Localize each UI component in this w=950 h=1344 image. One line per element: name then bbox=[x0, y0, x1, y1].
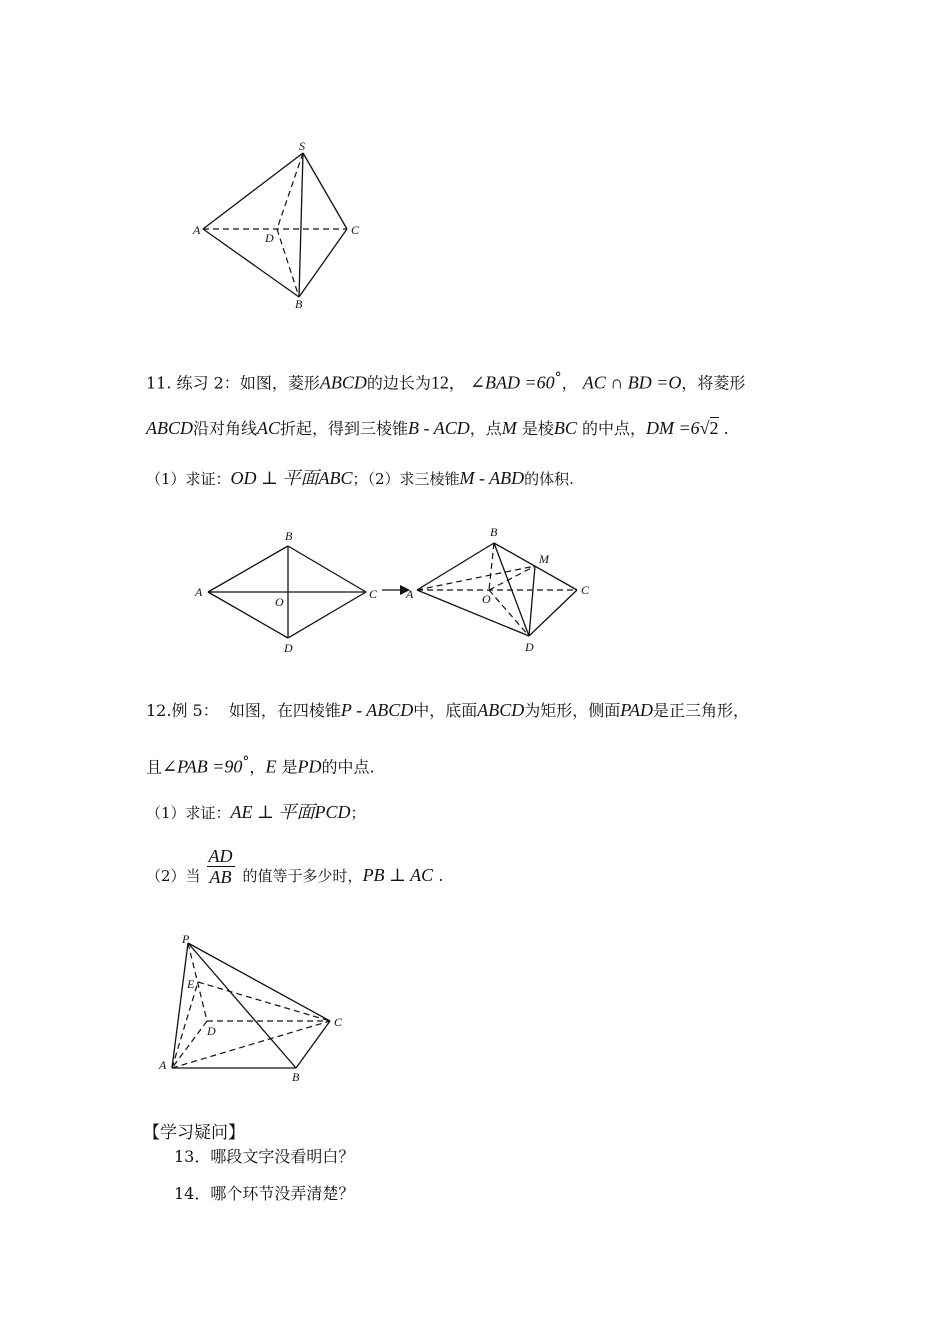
math: AC ∩ BD =O bbox=[582, 372, 682, 393]
text: . bbox=[723, 419, 729, 438]
math: PB ⊥ AC bbox=[362, 865, 434, 885]
math: AC bbox=[257, 418, 281, 438]
text: ，将菱形 bbox=[681, 373, 746, 393]
fraction bbox=[207, 846, 235, 887]
q12-number: 12.例 5： bbox=[146, 701, 219, 720]
label-a: A bbox=[193, 223, 201, 237]
text: ， bbox=[561, 373, 578, 393]
label-d: D bbox=[265, 231, 274, 245]
math: ∠PAB =90 bbox=[162, 756, 243, 777]
label-m: M bbox=[539, 552, 549, 566]
text: 是棱 bbox=[521, 419, 554, 438]
label-d: D bbox=[207, 1024, 216, 1038]
q12-line1 bbox=[146, 700, 749, 721]
text: . bbox=[438, 866, 444, 885]
text: 的中点. bbox=[321, 757, 375, 777]
label-o: O bbox=[482, 592, 491, 606]
label-c: C bbox=[581, 583, 590, 597]
text: 沿对角线 bbox=[193, 419, 258, 438]
math: DM =6 bbox=[645, 418, 700, 438]
text: ；（2）求三棱锥 bbox=[352, 470, 460, 488]
text: 的边长为 bbox=[366, 373, 431, 393]
label-a: A bbox=[195, 585, 203, 599]
math: ABCD bbox=[319, 372, 367, 393]
text: 如图，在四棱锥 bbox=[228, 701, 341, 720]
text: （1）求证： bbox=[146, 804, 231, 822]
sqrt-symbol: √ bbox=[699, 418, 710, 438]
q11-line2 bbox=[146, 418, 729, 439]
text: 的中点， bbox=[581, 419, 646, 438]
q11-line3 bbox=[146, 468, 574, 489]
text: 为矩形，侧面 bbox=[524, 701, 621, 720]
degree: ° bbox=[242, 754, 250, 770]
math: BC bbox=[553, 418, 577, 438]
text: 如图，菱形 bbox=[239, 373, 320, 393]
doubts-q13: 13．哪段文字没看明白？ bbox=[174, 1147, 355, 1166]
label-c: C bbox=[369, 587, 378, 601]
text: （1）求证： bbox=[146, 470, 231, 488]
fraction-denominator: AB bbox=[209, 867, 232, 887]
figure-quadrilateral-pyramid bbox=[158, 932, 343, 1084]
label-c: C bbox=[351, 223, 360, 237]
math: E bbox=[265, 756, 277, 777]
text: 折起，得到三棱锥 bbox=[280, 419, 409, 438]
math: PD bbox=[297, 756, 322, 777]
math: M bbox=[501, 418, 517, 438]
label-d: D bbox=[525, 640, 534, 654]
doubts-heading: 【学习疑问】 bbox=[143, 1123, 245, 1143]
text: ， bbox=[448, 373, 465, 393]
text: 的体积. bbox=[524, 470, 574, 488]
label-b: B bbox=[285, 529, 293, 543]
figure-folded-pyramid bbox=[405, 525, 590, 654]
label-a: A bbox=[406, 587, 414, 601]
doubts-q14: 14．哪个环节没弄清楚？ bbox=[174, 1184, 355, 1203]
text: 是正三角形， bbox=[652, 701, 749, 720]
math: 12 bbox=[430, 372, 449, 393]
label-c: C bbox=[334, 1015, 343, 1029]
q11-number: 11. 练习 2： bbox=[146, 373, 240, 393]
degree: ° bbox=[554, 370, 562, 386]
math: M - ABD bbox=[459, 468, 525, 488]
math: ABCD bbox=[146, 418, 193, 438]
label-s: S bbox=[299, 139, 305, 153]
label-e: E bbox=[187, 977, 195, 991]
math: 2 bbox=[709, 418, 719, 438]
text: （2）当 bbox=[146, 867, 201, 885]
math: ABCD bbox=[477, 700, 525, 720]
label-a: A bbox=[159, 1058, 167, 1072]
math: ∠BAD =60 bbox=[469, 372, 555, 393]
q12-line3 bbox=[146, 802, 365, 823]
label-o: O bbox=[275, 595, 284, 609]
label-b: B bbox=[292, 1070, 300, 1084]
math: OD ⊥ 平面ABC bbox=[230, 468, 353, 488]
text: 中，底面 bbox=[413, 701, 478, 720]
label-p: P bbox=[182, 932, 190, 946]
text: 的值等于多少时， bbox=[242, 867, 363, 885]
text: ，点 bbox=[469, 419, 502, 438]
q12-line4 bbox=[146, 846, 443, 887]
label-b: B bbox=[295, 297, 303, 311]
text: 且 bbox=[146, 757, 163, 777]
label-d: D bbox=[284, 641, 293, 655]
text: ， bbox=[249, 757, 266, 777]
fraction-numerator: AD bbox=[208, 846, 233, 866]
text: 是 bbox=[281, 757, 298, 777]
math: P - ABCD bbox=[340, 700, 414, 720]
figure-rhombus bbox=[194, 529, 378, 655]
math: AE ⊥ 平面PCD bbox=[230, 802, 351, 822]
text: ； bbox=[350, 804, 366, 822]
label-b: B bbox=[490, 525, 498, 539]
math: PAD bbox=[620, 700, 653, 720]
q11-line1 bbox=[146, 368, 745, 393]
q12-line2 bbox=[146, 752, 375, 777]
math: B - ACD bbox=[408, 418, 470, 438]
